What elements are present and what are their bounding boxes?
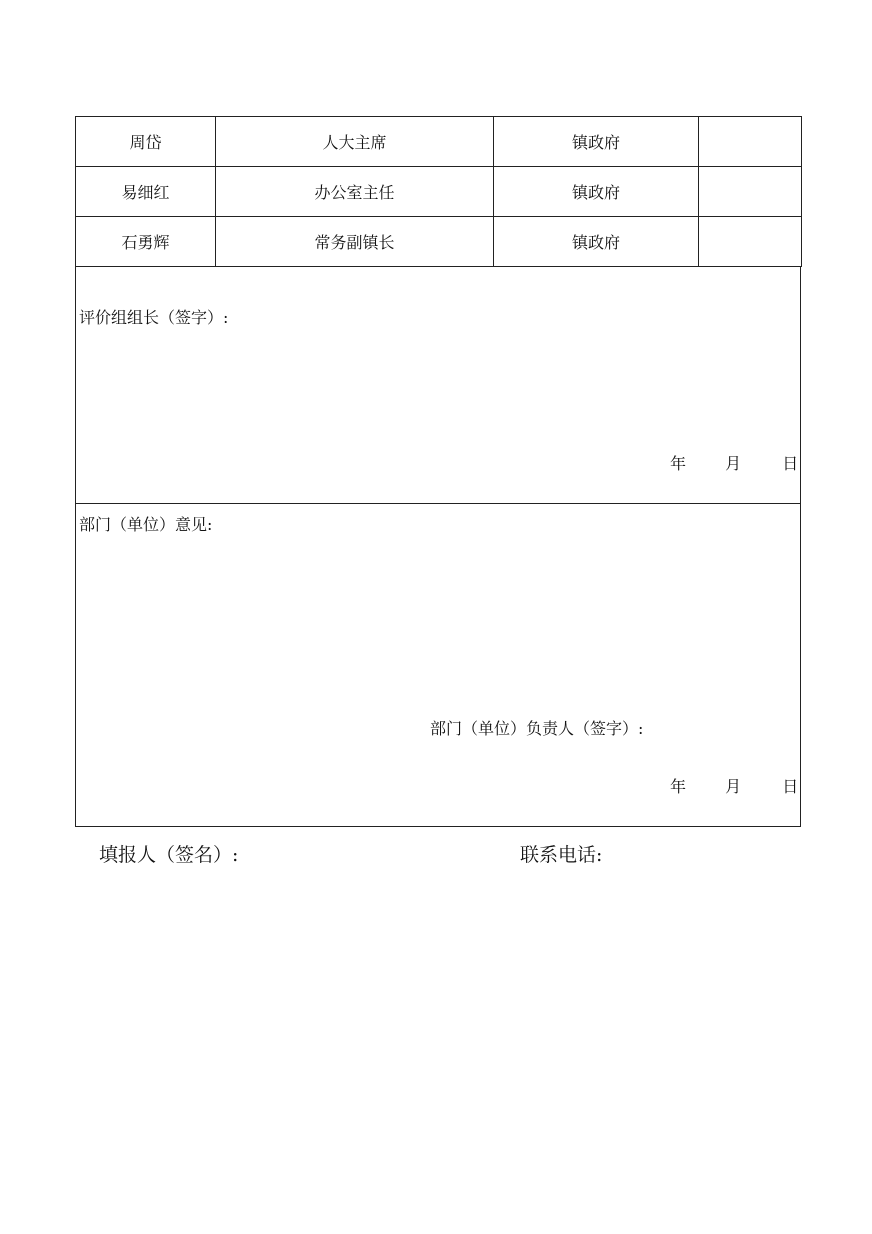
table-row bbox=[76, 167, 802, 217]
member-note[interactable] bbox=[699, 217, 802, 267]
member-unit: 镇政府 bbox=[494, 217, 699, 267]
table-row bbox=[76, 117, 802, 167]
members-table bbox=[75, 116, 802, 267]
year-label: 年 bbox=[670, 454, 687, 473]
evaluation-form bbox=[75, 116, 801, 827]
member-unit: 镇政府 bbox=[494, 167, 699, 217]
member-name: 易细红 bbox=[76, 167, 216, 217]
filler-signature-label: 填报人（签名）: bbox=[99, 844, 239, 866]
member-note[interactable] bbox=[699, 117, 802, 167]
leader-signature-label: 评价组组长（签字）: bbox=[79, 308, 229, 327]
department-head-signature-label: 部门（单位）负责人（签字）: bbox=[430, 719, 644, 738]
member-name: 周岱 bbox=[76, 117, 216, 167]
department-date bbox=[670, 774, 798, 797]
member-note[interactable] bbox=[699, 167, 802, 217]
member-title: 人大主席 bbox=[216, 117, 494, 167]
month-label: 月 bbox=[725, 454, 742, 473]
contact-phone-label: 联系电话: bbox=[520, 844, 603, 866]
member-title: 常务副镇长 bbox=[216, 217, 494, 267]
day-label: 日 bbox=[782, 777, 799, 796]
year-label: 年 bbox=[670, 777, 687, 796]
table-row bbox=[76, 217, 802, 267]
leader-date bbox=[670, 451, 798, 474]
member-title: 办公室主任 bbox=[216, 167, 494, 217]
member-name: 石勇辉 bbox=[76, 217, 216, 267]
day-label: 日 bbox=[782, 454, 799, 473]
department-opinion-section bbox=[75, 504, 801, 827]
member-unit: 镇政府 bbox=[494, 117, 699, 167]
department-opinion-label: 部门（单位）意见: bbox=[79, 515, 213, 534]
month-label: 月 bbox=[725, 777, 742, 796]
leader-signature-section bbox=[75, 267, 801, 504]
